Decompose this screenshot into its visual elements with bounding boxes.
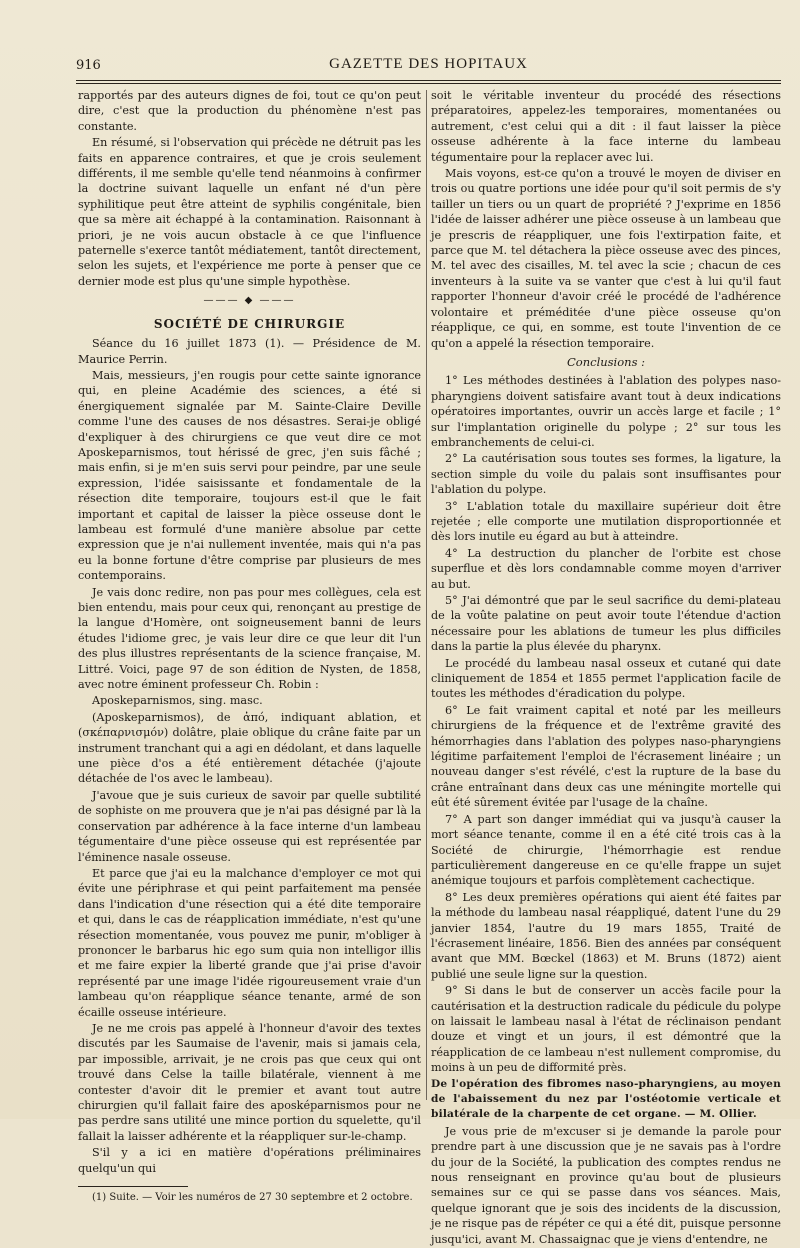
left-column (78, 88, 421, 1205)
dictionary-entry-title: Aposkeparnismos, sing. masc. (92, 694, 263, 708)
journal-title: GAZETTE DES HOPITAUX (329, 56, 528, 72)
page-number: 916 (76, 58, 101, 73)
page-header (76, 52, 781, 76)
section-title: SOCIÉTÉ DE CHIRURGIE (153, 316, 346, 331)
header-rule (76, 80, 781, 84)
conclusion-item: 7° A part son danger immédiat qui va jusqu'à causer la mort séance tenante, comme il en a été cité trois cas à la Société de chirurgie, l'hémorrhagie est rendue particulièrement dangereuse en ce qu'elle frappe un sujet anémique toujours et parfois complètement cachectique. (431, 812, 781, 888)
dictionary-entry: (Aposkeparnismos), de ἀπό, indiquant ablation, et (σκέπαρνισμόν) dolâtre, plaie oblique du crâne faite par un instrument tranchant qui a agi en dédolant, et dans laquelle une pièce d'os a été entièrement détachée (j'ajoute détachée de l'os avec le lambeau). (78, 710, 421, 786)
paragraph: Je vous prie de m'excuser si je demande la parole pour prendre part à une discussion que je ne savais pas à l'ordre du jour de la Société, la publication des comptes rendus ne nous renseignant en province qu'au bout de plusieurs semaines sur ce qui se passe dans vos séances. Mais, quelque ignorant que je sois des incidents de la discussion, je ne risque pas de répéter ce qui a été dit, puisque personne jusqu'ici, avant M. Chassaignac que je viens d'entendre, ne (431, 1124, 781, 1246)
paragraph: S'il y a ici en matière d'opérations préliminaires quelqu'un qui (78, 1146, 421, 1175)
paragraph: Le procédé du lambeau nasal osseux et cutané qui date cliniquement de 1854 et 1855 permet l'application facile de toutes les méthodes d'éradication du polype. (431, 656, 781, 701)
communication-title: De l'opération des fibromes naso-pharyngiens, au moyen de l'abaissement du nez par l'ostéotomie verticale et bilatérale de la charpente de cet organe. — M. Ollier. (431, 1077, 781, 1121)
conclusion-item: 6° Le fait vraiment capital et noté par les meilleurs chirurgiens de la fréquence et de l'extrême gravité des hémorrhagies dans l'ablation des polypes naso-pharyngiens légitime parfaitement l'emploi de l'écrasement linéaire ; un nouveau danger s'est révélé, c'est la rupture de la base du crâne entraînant dans deux cas une méningite mortelle qui eût été sûrement évitée par l'usage de la chaîne. (431, 703, 781, 810)
paragraph: rapportés par des auteurs dignes de foi, tout ce qu'on peut dire, c'est que la production du phénomène n'est pas constante. (78, 89, 421, 133)
footnote-rule (78, 1186, 188, 1187)
conclusion-item: 1° Les méthodes destinées à l'ablation des polypes naso-pharyngiens doivent satisfaire avant tout à deux indications opératoires importantes, ouvrir un accès large et facile ; 1° sur l'implantation originelle du polype ; 2° sur tous les embranchements de celui-ci. (431, 374, 781, 449)
conclusion-item: 5° J'ai démontré que par le seul sacrifice du demi-plateau de la voûte palatine on peut avoir toute l'étendue d'action nécessaire pour les ablations de tumeur les plus difficiles dans la partie la plus élevée du pharynx. (431, 594, 781, 654)
paragraph: Je vais donc redire, non pas pour mes collègues, cela est bien entendu, mais pour ceux qui, renonçant au prestige de la langue d'Homère, ont soigneusement banni de leurs études l'idiome grec, je vais leur dire ce que leur dit l'un des plus illustres représentants de la science française, M. Littré. Voici, page 97 de son édition de Nysten, de 1858, avec notre éminent professeur Ch. Robin : (78, 585, 421, 692)
paragraph: Mais voyons, est-ce qu'on a trouvé le moyen de diviser en trois ou quatre portions une idée pour qu'il soit permis de s'y tailler un tiers ou un quart de propriété ? J'exprime en 1856 l'idée de laisser adhérer une pièce osseuse à un lambeau que je prescris de réappliquer, une fois l'extirpation faite, et parce que M. tel détachera la pièce osseuse avec des pinces, M. tel avec des cisailles, M. tel avec la scie ; chacun de ces inventeurs à la suite va se vanter que c'est à lui qu'il faut rapporter l'honneur d'avoir créé le procédé de l'adhérence volontaire et préméditée d'une pièce osseuse qu'on réapplique, ce qui, en somme, est toute l'invention de ce qu'on a appelé la résection temporaire. (431, 167, 781, 350)
paragraph: Je ne me crois pas appelé à l'honneur d'avoir des textes discutés par les Saumaise de l'avenir, mais si jamais cela, par impossible, arrivait, je ne crois pas que ceux qui ont trouvé dans Celse la taille bilatérale, viennent à me contester d'avoir dit le premier et avant tout autre chirurgien qu'il fallait faire des aposképarnismos pour ne pas perdre sans utilité une mince portion du squelette, qu'il fallait la laisser adhérente et la réappliquer sur-le-champ. (78, 1021, 421, 1143)
paragraph: soit le véritable inventeur du procédé des résections préparatoires, appelez-les temporaires, momentanées ou autrement, c'est celui qui a dit : il faut laisser la pièce osseuse adhérente à la face interne du lambeau tégumentaire pour la replacer avec lui. (431, 89, 781, 164)
paragraph: Et parce que j'ai eu la malchance d'employer ce mot qui évite une périphrase et qui peint parfaitement ma pensée dans l'indication d'une résection qui a été dite temporaire et qui, dans le cas de réapplication immédiate, n'est qu'une résection momentanée, vous pouvez me punir, m'obliger à prononcer le barbarus hic ego sum quia non intelligor illis et me faire expier la liberté grande que j'ai prise d'avoir représenté par une image l'idée rigoureusement vraie d'un lambeau qu'on réapplique séance tenante, armé de son écaille osseuse intérieure. (78, 866, 421, 1019)
right-column (431, 88, 781, 1248)
paragraph: Mais, messieurs, j'en rougis pour cette sainte ignorance qui, en pleine Académie des sciences, a été si énergiquement signalée par M. Sainte-Claire Deville comme l'une des causes de nos désastres. Serai-je obligé d'expliquer à des chirurgiens ce que veut dire ce mot Aposkeparnismos, tout hérissé de grec, j'en suis fâché ; mais enfin, si je m'en suis servi pour peindre, par une seule expression, l'idée saisissante et fondamentale de la résection dite temporaire, toujours est-il que le fait important et capital de laisser la pièce osseuse dont le lambeau est formulé d'une manière absolue par cette expression que je n'ai nullement inventée, mais qui n'a pas eu la bonne fortune d'être comprise par plusieurs de mes contemporains. (78, 368, 421, 583)
conclusion-item: 3° L'ablation totale du maxillaire supérieur doit être rejetée ; elle comporte une mutilation disproportionnée et dès lors inutile eu égard au but à atteindre. (431, 499, 781, 544)
paragraph: En résumé, si l'observation qui précède ne détruit pas les faits en apparence contraires, et que je crois seulement différents, il me semble qu'elle tend néanmoins à confirmer la doctrine suivant laquelle un enfant né d'un père syphilitique peut être atteint de syphilis congénitale, bien que sa mère ait échappé à la contamination. Raisonnant à priori, je ne vois aucun obstacle à ce que l'influence paternelle s'exerce tantôt médiatement, tantôt directement, selon les sujets, et l'expérience me porte à penser que ce dernier mode est plus qu'une simple hypothèse. (78, 136, 421, 288)
column-divider (426, 90, 427, 1100)
footnote: (1) Suite. — Voir les numéros de 27 30 septembre et 2 octobre. (92, 1192, 413, 1204)
conclusion-item: 2° La cautérisation sous toutes ses formes, la ligature, la section simple du voile du palais sont insuffisantes pour l'ablation du polype. (431, 452, 781, 497)
conclusion-item: 8° Les deux premières opérations qui aient été faites par la méthode du lambeau nasal réappliqué, datent l'une du 29 janvier 1854, l'autre du 19 mars 1855, Traité de l'écrasement linéaire, 1856. Bien des années par conséquent avant que MM. Bœckel (1863) et M. Bruns (1872) aient publié une seule ligne sur la question. (431, 890, 781, 981)
session-line: Séance du 16 juillet 1873 (1). — Présidence de M. Maurice Perrin. (78, 337, 421, 366)
conclusions-title: Conclusions : (567, 354, 645, 369)
conclusion-item: 9° Si dans le but de conserver un accès facile pour la cautérisation et la destruction radicale du pédicule du polype on laissait le lambeau nasal à l'état de réclinaison pendant douze et vingt et un jours, il est démontré que la réapplication de ce lambeau n'est nullement compromise, du moins à un peu de difformité près. (431, 984, 781, 1075)
paragraph: J'avoue que je suis curieux de savoir par quelle subtilité de sophiste on me prouvera que je n'ai pas désigné par là la conservation par adhérence à la face interne d'un lambeau tégumentaire d'une pièce osseuse qui est représentée par l'éminence nasale osseuse. (78, 788, 421, 864)
ornament-divider: ——— ◆ ——— (203, 295, 296, 307)
conclusion-item: 4° La destruction du plancher de l'orbite est chose superflue et dès lors condamnable comme moyen d'arriver au but. (431, 546, 781, 591)
